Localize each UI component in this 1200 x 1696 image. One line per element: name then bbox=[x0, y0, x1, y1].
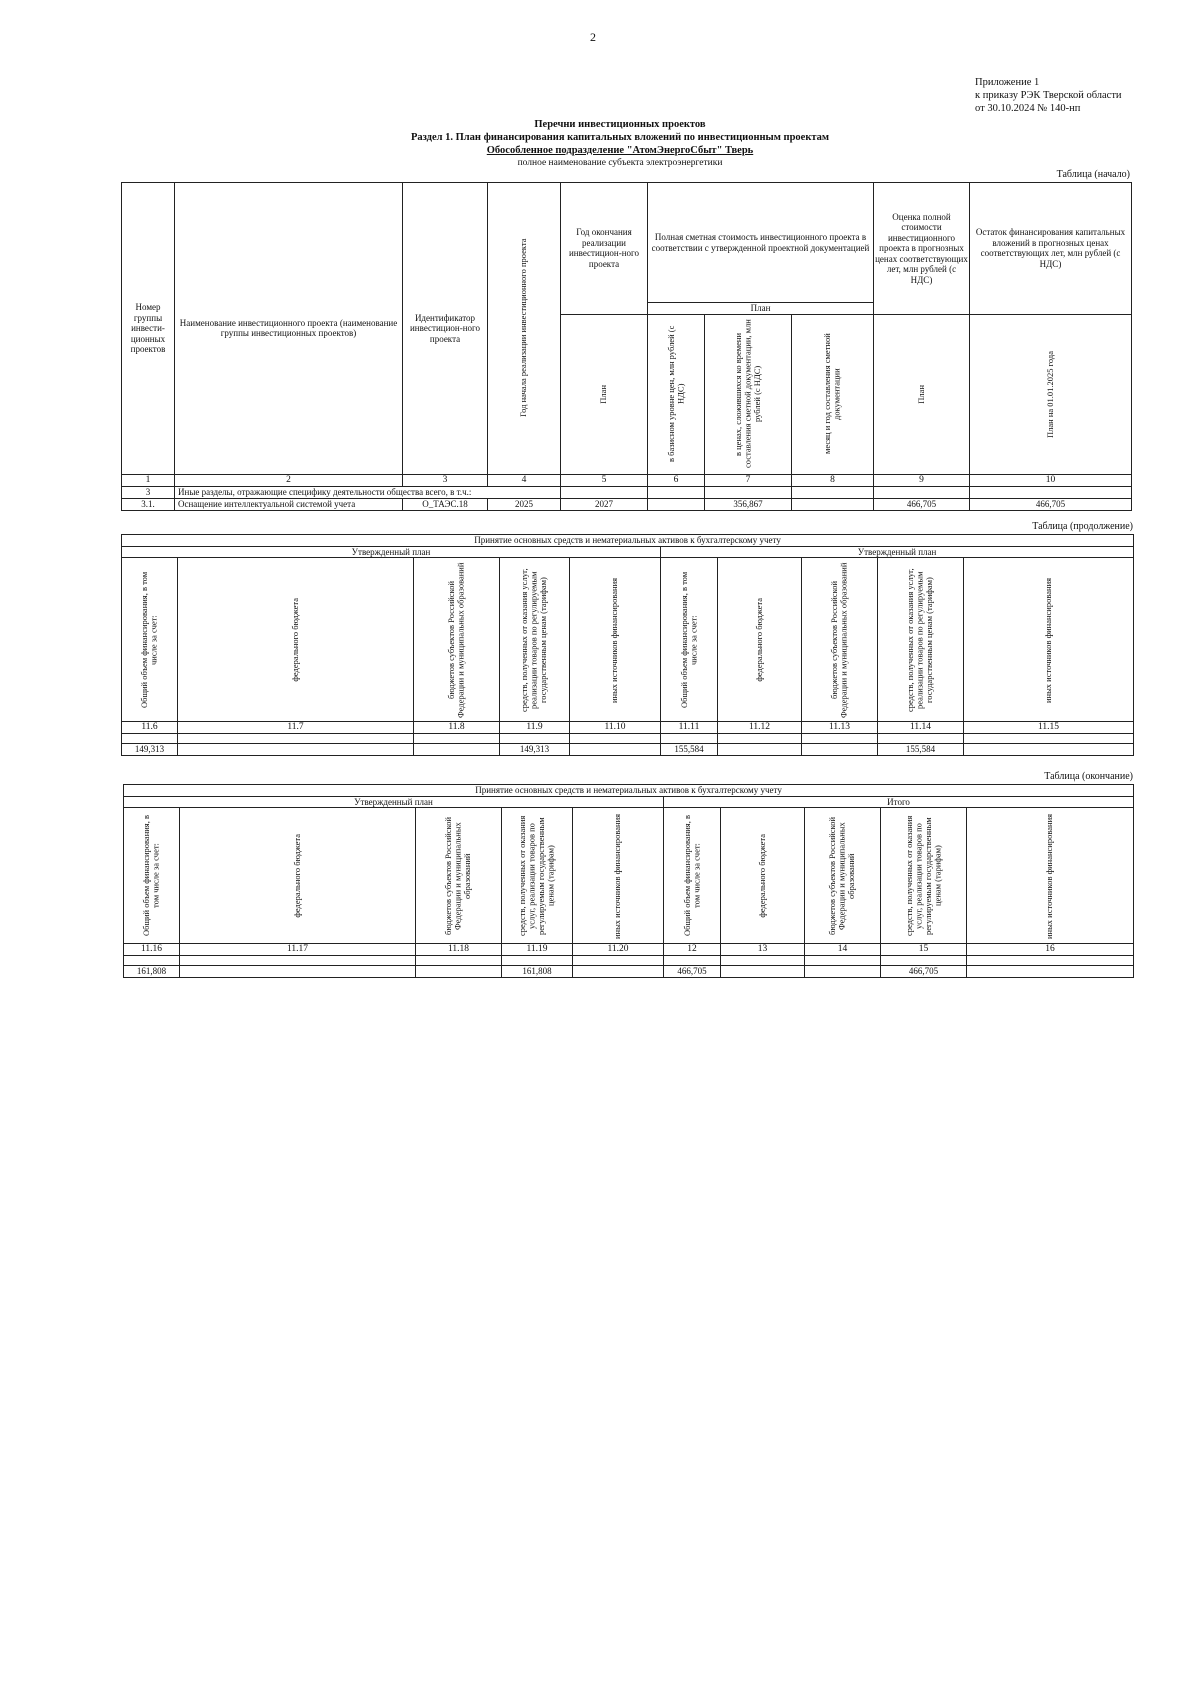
col-number: 5 bbox=[561, 474, 648, 486]
th-tariff-funds: средств, полученных от оказания услуг, реализации товаров по регулируемым государственным ценам (тарифам) bbox=[881, 808, 967, 944]
col-number: 11.8 bbox=[414, 722, 500, 734]
th-remainder: Остаток финансирования капитальных вложений в прогнозных ценах соответствующих лет, млн рублей (с НДС) bbox=[970, 183, 1132, 315]
cell bbox=[805, 966, 881, 978]
th-remainder-plan: План на 01.01.2025 года bbox=[970, 314, 1132, 474]
col-number: 8 bbox=[792, 474, 874, 486]
table-row bbox=[122, 486, 1132, 498]
col-number: 11.14 bbox=[878, 722, 964, 734]
appendix-block bbox=[975, 76, 1122, 115]
th-total-volume: Общий объем финансирования, в том числе за счет: bbox=[661, 558, 718, 722]
table1-caption: Таблица (начало) bbox=[1056, 169, 1130, 180]
spacer-row bbox=[124, 956, 1134, 966]
col-number: 11.12 bbox=[718, 722, 802, 734]
cell bbox=[573, 966, 664, 978]
cell bbox=[705, 486, 792, 498]
col-number: 11.13 bbox=[802, 722, 878, 734]
col-number: 11.7 bbox=[178, 722, 414, 734]
col-number: 3 bbox=[403, 474, 488, 486]
th-total-volume: Общий объем финансирования, в том числе за счет: bbox=[664, 808, 721, 944]
cell-estimate: 466,705 bbox=[874, 498, 970, 510]
page-number: 2 bbox=[590, 30, 596, 44]
th-regional-budget: бюджетов субъектов Российской Федерации и муниципальных образований bbox=[414, 558, 500, 722]
col-number: 9 bbox=[874, 474, 970, 486]
cell bbox=[970, 486, 1132, 498]
cell: 466,705 bbox=[664, 966, 721, 978]
col-number: 2 bbox=[175, 474, 403, 486]
cell bbox=[967, 966, 1134, 978]
table-start bbox=[121, 182, 1132, 511]
th-other-sources: иных источников финансирования bbox=[967, 808, 1134, 944]
table2-group-b: Утвержденный план bbox=[661, 546, 1134, 558]
cell bbox=[414, 744, 500, 756]
cell bbox=[718, 744, 802, 756]
col-number: 12 bbox=[664, 944, 721, 956]
th-other-sources: иных источников финансирования bbox=[964, 558, 1134, 722]
col-number: 11.18 bbox=[416, 944, 502, 956]
th-estimate: Оценка полной стоимости инвестиционного проекта в прогнозных ценах соответствующих лет, млн рублей (с НДС) bbox=[874, 183, 970, 315]
cell: 155,584 bbox=[878, 744, 964, 756]
table3-group-a: Утвержденный план bbox=[124, 796, 664, 808]
table2-group-a: Утвержденный план bbox=[122, 546, 661, 558]
col-number: 10 bbox=[970, 474, 1132, 486]
th-estimate-plan: План bbox=[874, 314, 970, 474]
cell: 161,808 bbox=[502, 966, 573, 978]
cell bbox=[964, 744, 1134, 756]
col-number: 11.11 bbox=[661, 722, 718, 734]
cell: 149,313 bbox=[122, 744, 178, 756]
th-full-cost: Полная сметная стоимость инвестиционного проекта в соответствии с утвержденной проектной документацией bbox=[648, 183, 874, 303]
cell bbox=[178, 744, 414, 756]
section-title: Раздел 1. План финансирования капитальных вложений по инвестиционным проектам bbox=[410, 132, 830, 143]
cell bbox=[802, 744, 878, 756]
col-number: 11.9 bbox=[500, 722, 570, 734]
cell: 466,705 bbox=[881, 966, 967, 978]
cell-remainder: 466,705 bbox=[970, 498, 1132, 510]
cell bbox=[416, 966, 502, 978]
th-base-prices: в базисном уровне цен, млн рублей (с НДС) bbox=[648, 314, 705, 474]
table-row bbox=[122, 744, 1134, 756]
cell bbox=[180, 966, 416, 978]
col-number: 7 bbox=[705, 474, 792, 486]
column-number-row bbox=[122, 474, 1132, 486]
th-total-volume: Общий объем финансирования, в том числе за счет: bbox=[124, 808, 180, 944]
th-month-year: месяц и год составления сметной документации bbox=[792, 314, 874, 474]
table-row bbox=[122, 498, 1132, 510]
cell-project-name: Иные разделы, отражающие специфику деятельности общества всего, в т.ч.: bbox=[175, 486, 561, 498]
th-full-cost-plan: План bbox=[648, 303, 874, 315]
appendix-line-3: от 30.10.2024 № 140-нп bbox=[975, 103, 1081, 114]
th-other-sources: иных источников финансирования bbox=[570, 558, 661, 722]
th-year-start: Год начала реализации инвестиционного проекта bbox=[488, 183, 561, 475]
col-number: 11.10 bbox=[570, 722, 661, 734]
col-number: 15 bbox=[881, 944, 967, 956]
table-end bbox=[123, 784, 1134, 978]
cell-current-prices: 356,867 bbox=[705, 498, 792, 510]
col-number: 11.16 bbox=[124, 944, 180, 956]
col-number: 1 bbox=[122, 474, 175, 486]
cell bbox=[721, 966, 805, 978]
cell-year-start: 2025 bbox=[488, 498, 561, 510]
col-number: 6 bbox=[648, 474, 705, 486]
table2-caption: Таблица (продолжение) bbox=[1032, 521, 1133, 532]
col-number: 11.20 bbox=[573, 944, 664, 956]
th-total-volume: Общий объем финансирования, в том числе за счет: bbox=[122, 558, 178, 722]
entity-caption: полное наименование субъекта электроэнергетики bbox=[517, 158, 723, 168]
th-year-end-plan: План bbox=[561, 314, 648, 474]
table-continuation bbox=[121, 534, 1134, 756]
col-number: 13 bbox=[721, 944, 805, 956]
col-number: 4 bbox=[488, 474, 561, 486]
cell: 149,313 bbox=[500, 744, 570, 756]
cell-base-prices bbox=[648, 498, 705, 510]
cell-year-end: 2027 bbox=[561, 498, 648, 510]
entity-name: Обособленное подразделение "АтомЭнергоСбыт" Тверь bbox=[486, 145, 754, 156]
column-number-row bbox=[124, 944, 1134, 956]
table-row bbox=[124, 966, 1134, 978]
col-number: 14 bbox=[805, 944, 881, 956]
cell-project-id: О_ТАЭС.18 bbox=[403, 498, 488, 510]
th-federal-budget: федерального бюджета bbox=[178, 558, 414, 722]
th-tariff-funds: средств, полученных от оказания услуг, реализации товаров по регулируемым государственным ценам (тарифам) bbox=[500, 558, 570, 722]
th-tariff-funds: средств, полученных от оказания услуг, реализации товаров по регулируемым государственным ценам (тарифам) bbox=[878, 558, 964, 722]
cell: 161,808 bbox=[124, 966, 180, 978]
cell bbox=[874, 486, 970, 498]
th-regional-budget: бюджетов субъектов Российской Федерации и муниципальных образований bbox=[802, 558, 878, 722]
spacer-row bbox=[122, 734, 1134, 744]
col-number: 11.17 bbox=[180, 944, 416, 956]
table3-caption: Таблица (окончание) bbox=[1044, 771, 1133, 782]
col-number: 11.15 bbox=[964, 722, 1134, 734]
table2-top-header: Принятие основных средств и нематериальных активов к бухгалтерскому учету bbox=[122, 535, 1134, 547]
document-heading bbox=[300, 118, 940, 170]
table3-top-header: Принятие основных средств и нематериальных активов к бухгалтерскому учету bbox=[124, 785, 1134, 797]
cell-group-no: 3.1. bbox=[122, 498, 175, 510]
th-federal-budget: федерального бюджета bbox=[718, 558, 802, 722]
appendix-line-2: к приказу РЭК Тверской области bbox=[975, 90, 1122, 101]
col-number: 11.6 bbox=[122, 722, 178, 734]
cell-month-year bbox=[792, 498, 874, 510]
table3-group-b: Итого bbox=[664, 796, 1134, 808]
th-federal-budget: федерального бюджета bbox=[721, 808, 805, 944]
cell-group-no: 3 bbox=[122, 486, 175, 498]
th-project-name: Наименование инвестиционного проекта (наименование группы инвестиционных проектов) bbox=[175, 183, 403, 475]
cell: 155,584 bbox=[661, 744, 718, 756]
th-regional-budget: бюджетов субъектов Российской Федерации и муниципальных образований bbox=[416, 808, 502, 944]
cell bbox=[648, 486, 705, 498]
cell bbox=[570, 744, 661, 756]
th-regional-budget: бюджетов субъектов Российской Федерации и муниципальных образований bbox=[805, 808, 881, 944]
cell-project-name: Оснащение интеллектуальной системой учета bbox=[175, 498, 403, 510]
column-number-row bbox=[122, 722, 1134, 734]
cell bbox=[561, 486, 648, 498]
appendix-line-1: Приложение 1 bbox=[975, 77, 1040, 88]
document-title: Перечни инвестиционных проектов bbox=[534, 119, 706, 130]
th-current-prices: в ценах, сложившихся ко времени составления сметной документации, млн рублей (с НДС) bbox=[705, 314, 792, 474]
cell bbox=[792, 486, 874, 498]
th-tariff-funds: средств, полученных от оказания услуг, реализации товаров по регулируемым государственным ценам (тарифам) bbox=[502, 808, 573, 944]
th-other-sources: иных источников финансирования bbox=[573, 808, 664, 944]
col-number: 16 bbox=[967, 944, 1134, 956]
th-group-no: Номер группы инвести-ционных проектов bbox=[122, 183, 175, 475]
th-year-end: Год окончания реализации инвестицион-ного проекта bbox=[561, 183, 648, 315]
th-project-id: Идентификатор инвестицион-ного проекта bbox=[403, 183, 488, 475]
th-federal-budget: федерального бюджета bbox=[180, 808, 416, 944]
col-number: 11.19 bbox=[502, 944, 573, 956]
